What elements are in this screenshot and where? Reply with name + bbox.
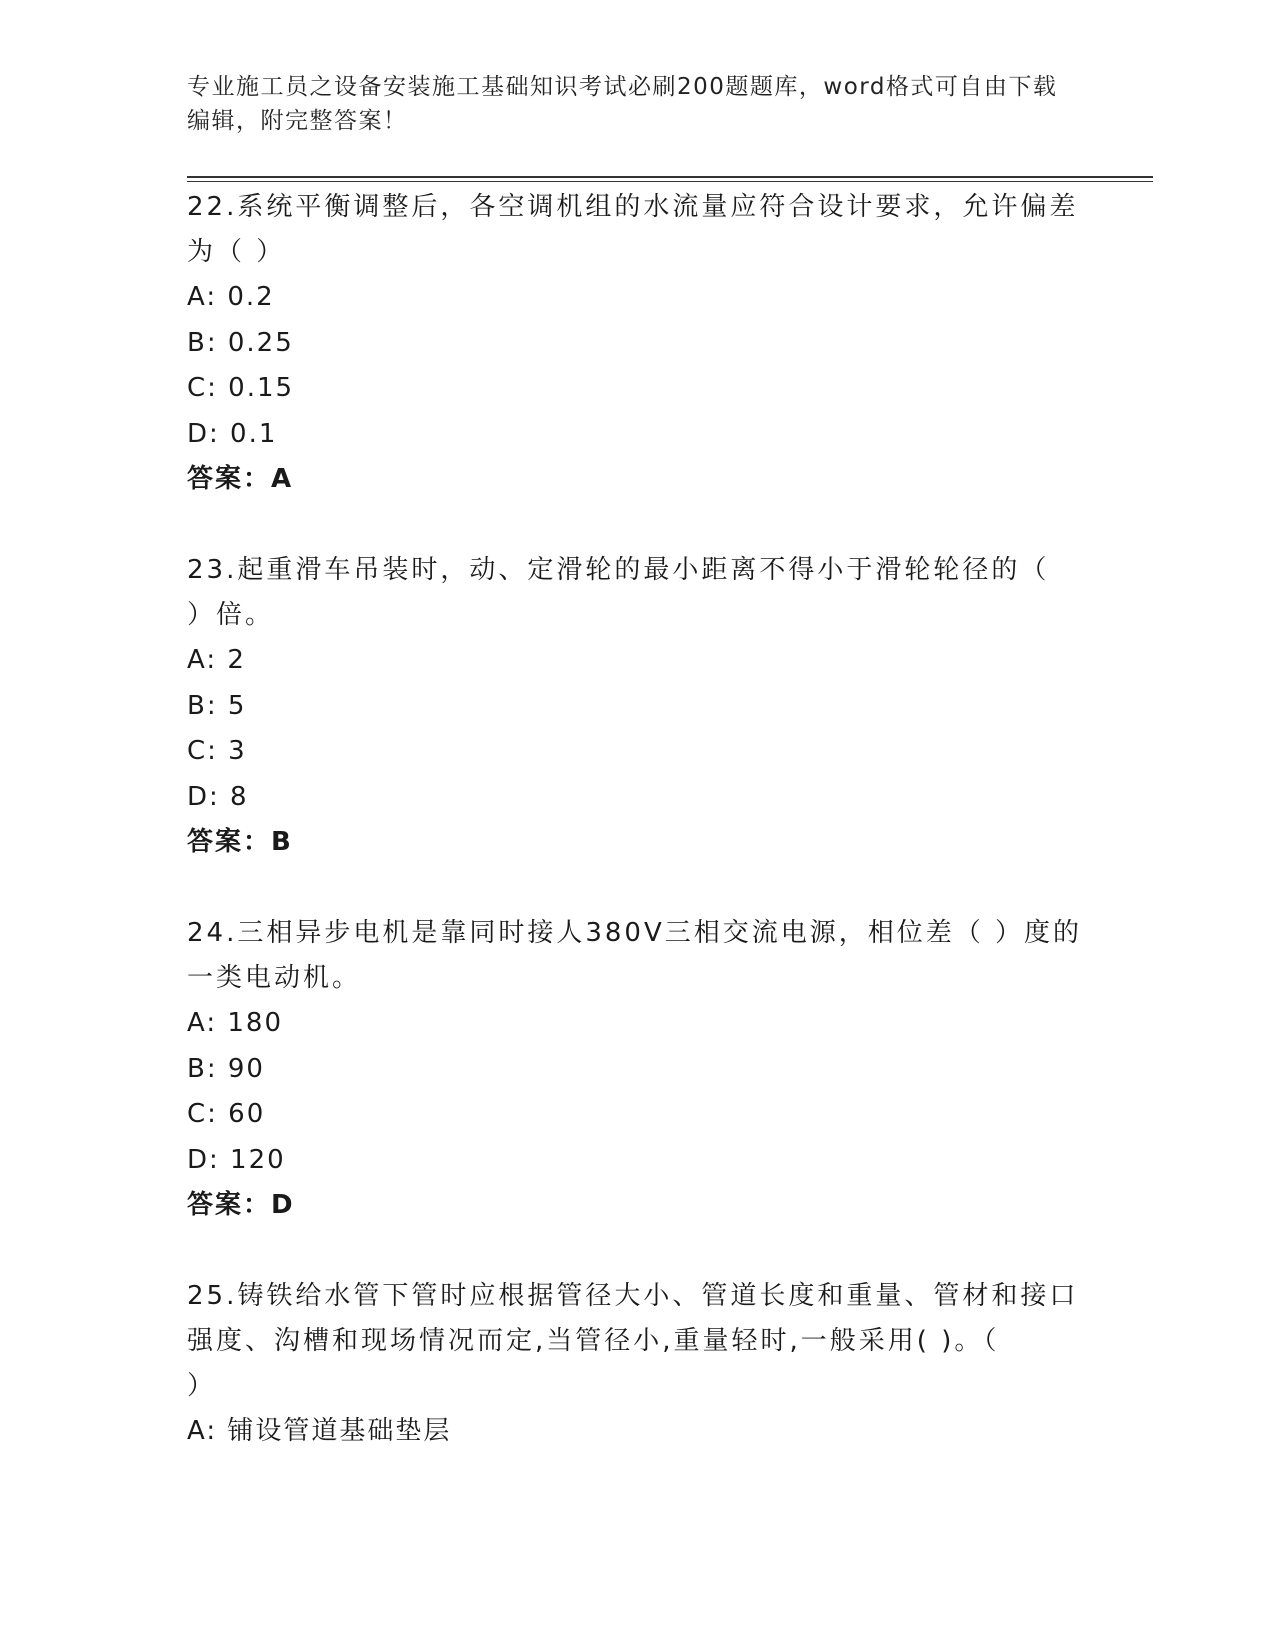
answer: 答案：A [187, 464, 294, 494]
option-a: A: 180 [187, 1008, 283, 1038]
question-stem-line: 25.铸铁给水管下管时应根据管径大小、管道长度和重量、管材和接口 [187, 1281, 1079, 1311]
option-d: D: 8 [187, 781, 249, 812]
question-stem-line: 23.起重滑车吊装时，动、定滑轮的最小距离不得小于滑轮轮径的（ [187, 555, 1050, 585]
option-b: B: 90 [187, 1053, 265, 1084]
option-c: C: 0.15 [187, 373, 295, 403]
option-c: C: 3 [187, 736, 247, 766]
header-line-1: 专业施工员之设备安装施工基础知识考试必刷200题题库，word格式可自由下载 [187, 74, 1058, 100]
question-25 [187, 1274, 1087, 1455]
option-d: D: 120 [187, 1144, 286, 1175]
option-a: A: 0.2 [187, 282, 275, 312]
option-b: B: 0.25 [187, 327, 294, 358]
document-header [187, 70, 1067, 138]
answer: 答案：D [187, 1190, 295, 1220]
question-stem-line: 22.系统平衡调整后，各空调机组的水流量应符合设计要求，允许偏差 [187, 192, 1079, 222]
header-divider-thin [187, 181, 1153, 182]
option-a: A: 2 [187, 645, 246, 675]
header-line-2: 编辑，附完整答案！ [187, 108, 408, 134]
question-stem-line: 为（ ） [187, 237, 286, 267]
question-stem-line: 一类电动机。 [187, 963, 362, 993]
question-23 [187, 548, 1087, 865]
question-stem-line: ）倍。 [187, 600, 275, 630]
question-stem-line: ） [187, 1371, 217, 1401]
question-stem-line: 24.三相异步电机是靠同时接人380V三相交流电源，相位差（ ）度的 [187, 918, 1083, 948]
question-22 [187, 185, 1087, 502]
option-b: B: 5 [187, 690, 247, 721]
option-d: D: 0.1 [187, 418, 278, 449]
header-divider-thick [187, 176, 1153, 178]
question-stem-line: 强度、沟槽和现场情况而定,当管径小,重量轻时,一般采用( )。（ [187, 1326, 1000, 1356]
question-24 [187, 911, 1087, 1228]
answer: 答案：B [187, 827, 293, 857]
option-a: A: 铺设管道基础垫层 [187, 1416, 452, 1446]
option-c: C: 60 [187, 1099, 266, 1129]
